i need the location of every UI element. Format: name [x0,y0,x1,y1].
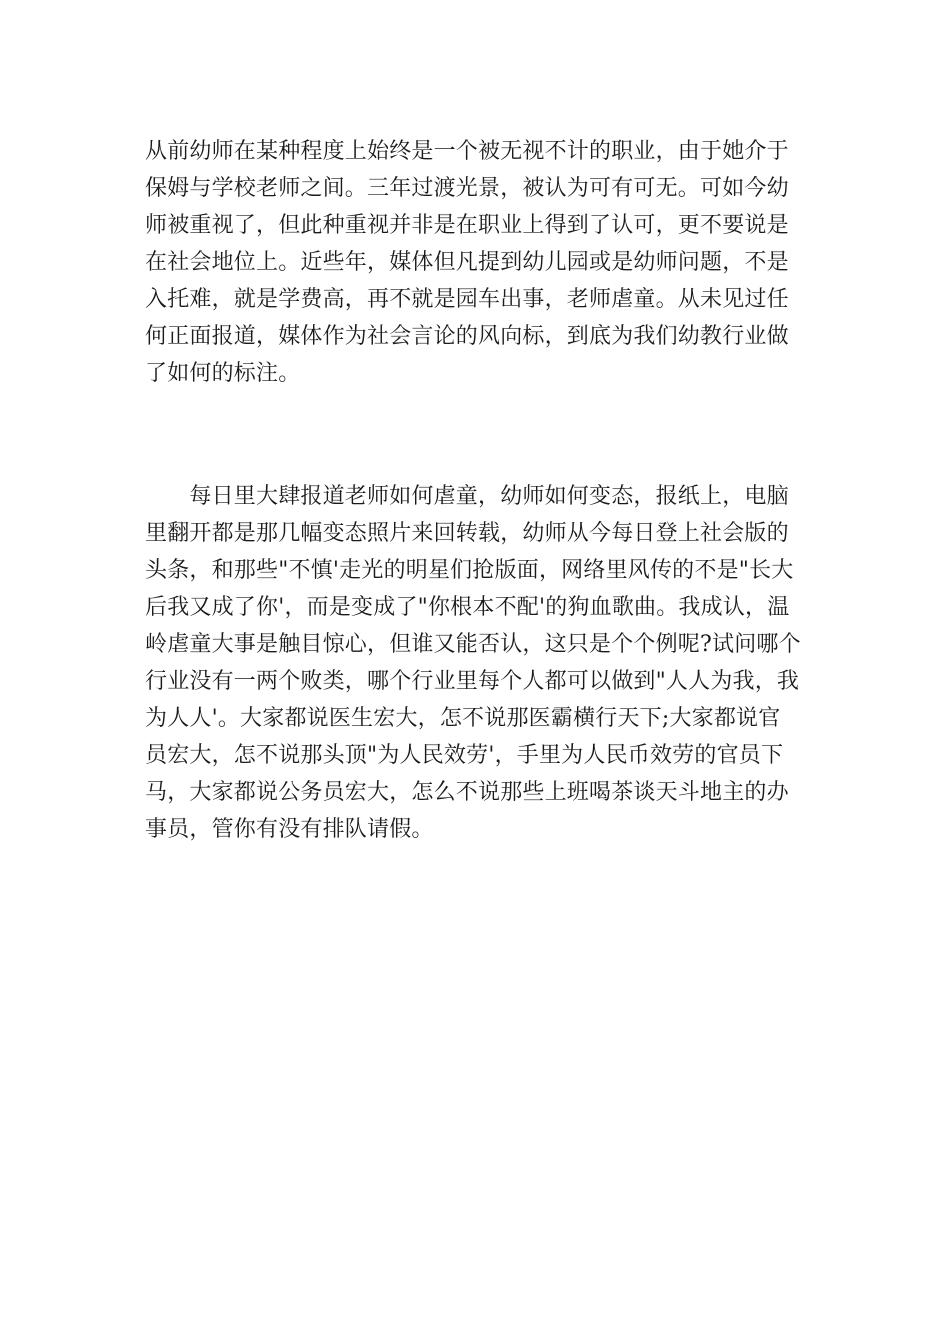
text-line: 每日里大肆报道老师如何虐童，幼师如何变态，报纸上，电脑 [145,484,789,509]
text-line: 事员，管你有没有排队请假。 [145,817,434,842]
text-line: 头条，和那些"不慎'走光的明星们抢版面，网络里风传的不是"长大 [145,558,794,583]
text-line: 里翻开都是那几幅变态照片来回转载，幼师从今每日登上社会版的 [145,521,789,546]
text-line: 了如何的标注。 [145,361,301,386]
text-line: 入托难，就是学费高，再不就是园车出事，老师虐童。从未见过任 [145,287,789,312]
text-line: 保姆与学校老师之间。三年过渡光景，被认为可有可无。可如今幼 [145,176,789,201]
text-line: 何正面报道，媒体作为社会言论的风向标，到底为我们幼教行业做 [145,324,789,349]
text-line: 员宏大，怎不说那头顶"为人民效劳'，手里为人民币效劳的官员下 [145,743,784,768]
text-line: 行业没有一两个败类，哪个行业里每个人都可以做到"人人为我，我 [145,669,800,694]
paragraph-2 [145,478,820,848]
text-line: 马，大家都说公务员宏大，怎么不说那些上班喝茶谈天斗地主的办 [145,780,789,805]
text-line: 师被重视了，但此种重视并非是在职业上得到了认可，更不要说是 [145,213,789,238]
text-line: 从前幼师在某种程度上始终是一个被无视不计的职业，由于她介于 [145,139,789,164]
text-line: 为人人'。大家都说医生宏大，怎不说那医霸横行天下;大家都说官 [145,706,781,731]
paragraph-1 [145,133,820,392]
text-line: 岭虐童大事是触目惊心，但谁又能否认，这只是个个例呢?试问哪个 [145,632,801,657]
text-line: 在社会地位上。近些年，媒体但凡提到幼儿园或是幼师问题，不是 [145,250,789,275]
text-line: 后我又成了你'，而是变成了"你根本不配'的狗血歌曲。我成认，温 [145,595,790,620]
